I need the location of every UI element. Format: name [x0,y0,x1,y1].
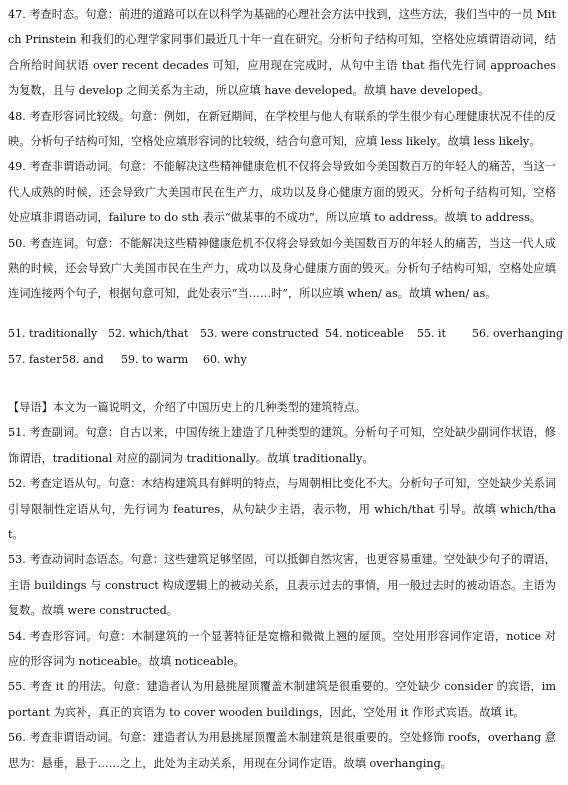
section-spacer [8,373,556,395]
explanation-54: 54. 考查形容词。句意：木制建筑的一个显著特征是宽檐和微微上翘的屋顶。空处用形容词作定语，notice 对应的形容词为 noticeable。故填 noticeable。 [8,629,556,668]
answer-56: 56. overhanging [472,326,564,340]
answer-59: 59. to warm [121,352,189,366]
answer-57: 57. faster [8,352,62,366]
passage-intro: 【导语】本文为一篇说明文，介绍了中国历史上的几种类型的建筑特点。 [8,400,367,414]
answer-key [8,321,564,373]
explanation-49: 49. 考查非谓语动词。句意：不能解决这些精神健康危机不仅将会导致如今美国数百万的年轻人的痛苦，当这一代人成熟的时候，还会导致广大美国市民在生产力，成功以及身心健康方面的毁灭。分析句子结构可知，空格处应填非谓语动词，failure to do sth 表示“做某事的不成功”，所以应填 to address。故填 to address。 [8,160,556,225]
explanation-56: 56. 考查非谓语动词。句意：建造者认为用悬挑屋顶覆盖木制建筑是很重要的。空处修饰 roofs，overhang 意思为：悬垂，悬于……之上，此处为主动关系，用现在分词作定语。故填 overhanging。 [8,731,556,770]
explanation-50: 50. 考查连词。句意：不能解决这些精神健康危机不仅将会导致如今美国数百万的年轻人的痛苦，当这一代人成熟的时候，还会导致广大美国市民在生产力，成功以及身心健康方面的毁灭。分析句子结构可知，空格处应填连词连接两个句子，根据句意可知，此处表示“当……时”，所以应填 when/ as。故填 when/ as。 [8,236,556,301]
explanation-53: 53. 考查动词时态语态。句意：这些建筑足够坚固，可以抵御自然灾害，也更容易重建。空处缺少句子的谓语，主语 buildings 与 construct 构成逻辑上的被动关系，且表示过去的事情，用一般过去时的被动语态。主语为复数。故填 were constructed。 [8,553,556,618]
answer-53: 53. were constructed [200,326,319,340]
answer-51: 51. traditionally [8,326,98,340]
explanation-52: 52. 考查定语从句。句意：木结构建筑具有鲜明的特点，与周朝相比变化不大。分析句子可知，空处缺少关系词引导限制性定语从句，先行词为 features，从句缺少主语，表示物，用 which/that 引导。故填 which/that。 [8,477,556,541]
answer-54: 54. noticeable [325,326,404,340]
answer-row-2 [8,347,556,373]
answer-52: 52. which/that [108,326,189,340]
explanation-48: 48. 考查形容词比较级。句意：例如，在新冠期间，在学校里与他人有联系的学生很少有心理健康状况不佳的反映。分析句子结构可知，空格处应填形容词的比较级，结合句意可知，应填 less likely。故填 less likely。 [8,109,556,149]
answer-row-1 [8,321,564,347]
answer-55: 55. it [417,326,446,340]
explanation-47: 47. 考查时态。句意：前进的道路可以在以科学为基础的心理社会方法中找到，这些方法，我们当中的一员 Mitch Prinstein 和我们的心理学家同事们最近几十年一直在研究。分析句子结构可知，空格处应填谓语动词，结合所给时间状语 over recent decades 可知，应用现在完成时，从句中主语 that 指代先行词 approaches 为复数，且与 develop 之间关系为主动，所以应填 have developed。故填 have developed。 [8,8,556,98]
explanation-51: 51. 考查副词。句意：自古以来，中国传统上建造了几种类型的建筑。分析句子可知，空处缺少副词作状语，修饰谓语，traditional 对应的副词为 traditionally。故填 traditionally。 [8,426,556,465]
explanation-55: 55. 考查 it 的用法。句意：建造者认为用悬挑屋顶覆盖木制建筑是很重要的。空处缺少 consider 的宾语，important 为宾补，真正的宾语为 to cover wooden buildings，因此，空处用 it 作形式宾语。故填 it。 [8,680,556,719]
answer-60: 60. why [203,352,247,366]
document-page [8,2,564,776]
answer-58: 58. and [62,352,104,366]
